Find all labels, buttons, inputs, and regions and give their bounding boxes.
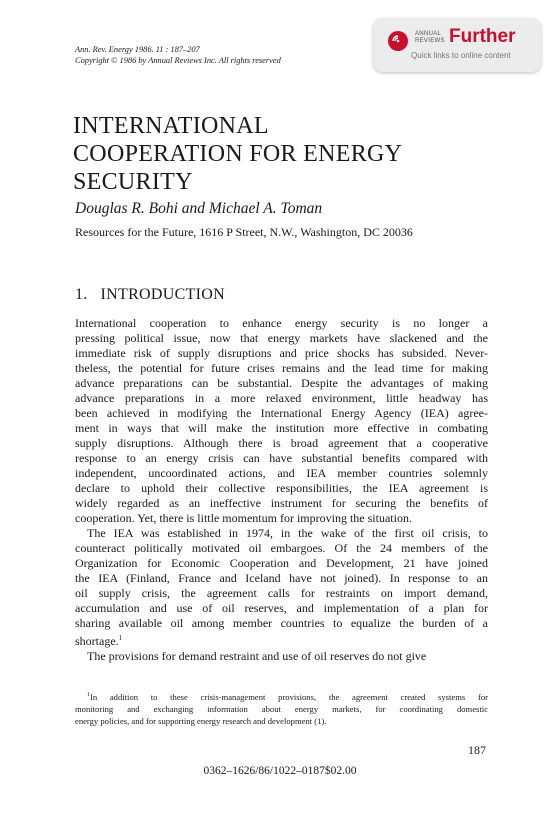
text-line [75, 631, 488, 649]
paragraph [75, 649, 488, 664]
text-line: ment in ways that will make the institution more effective in combating [75, 421, 488, 435]
body-text [75, 316, 488, 664]
further-subtitle: Quick links to online content [411, 51, 511, 60]
text-line: been achieved in modifying the International Energy Agency (IEA) agree- [75, 406, 488, 420]
journal-reference [75, 44, 281, 66]
authors: Douglas R. Bohi and Michael A. Toman [75, 200, 323, 217]
text-line: theless, the potential for future crises remains and the lead time for making [75, 361, 488, 375]
text-line: The IEA was established in 1974, in the wake of the first oil crisis, to [87, 526, 488, 540]
text-line: advance preparations in a more relaxed environment, little headway has [75, 391, 488, 405]
text-line: The provisions for demand restraint and use of oil reserves do not give [87, 649, 427, 663]
text-line: oil supply crisis, the agreement calls for restraints on import demand, [75, 586, 488, 600]
article-title [73, 112, 402, 196]
section-heading [75, 286, 225, 304]
text-line: cooperation. Yet, there is little momentum for improving the situation. [75, 511, 412, 525]
text-line: immediate risk of supply disruptions and price shocks has subsided. Never- [75, 346, 488, 360]
text-line: the IEA (Finland, France and Iceland have not joined). In response to an [75, 571, 488, 585]
footnote-line: monitoring and exchanging information about energy markets, for coordinating domestic [75, 703, 488, 714]
journal-citation: Ann. Rev. Energy 1986. 11 : 187–207 [75, 45, 200, 54]
footnote-line [75, 689, 488, 703]
copyright-notice: Copyright © 1986 by Annual Reviews Inc. All rights reserved [75, 56, 281, 65]
title-line: SECURITY [73, 169, 193, 195]
text-line: declare to uphold their collective responsibilities, the IEA agreement is [75, 481, 488, 495]
text-line: widely regarded as an ineffective instrument for securing the benefits of [75, 496, 488, 510]
paragraph [75, 526, 488, 649]
text-line: advance preparations can be substantial. Despite the advantages of making [75, 376, 488, 390]
annual-reviews-wordmark: ANNUAL REVIEWS [415, 31, 445, 44]
title-line: COOPERATION FOR ENERGY [73, 141, 403, 167]
text-line: supply disruptions. Although there is broad agreement that a cooperative [75, 436, 488, 450]
paragraph [75, 316, 488, 526]
title-line: INTERNATIONAL [73, 113, 269, 139]
text-line: pressing political issue, now that energy markets have slackened and the [75, 331, 488, 345]
page-number: 187 [468, 743, 486, 757]
footnote-line: energy policies, and for supporting energy research and development (1). [75, 715, 327, 726]
text-line: accumulation and use of oil reserves, and implementation of a plan for [75, 601, 488, 615]
footnote [75, 689, 488, 727]
text-line: Organization for Economic Cooperation and Development, 21 have joined [75, 556, 488, 570]
further-label: Further [449, 26, 516, 47]
section-number: 1. [75, 286, 88, 303]
section-title: INTRODUCTION [100, 286, 225, 303]
footnote-marker: 1 [87, 692, 90, 698]
issn-code: 0362–1626/86/1022–0187$02.00 [203, 765, 357, 777]
text-line: independent, uncoordinated actions, and IEA member countries solemnly [75, 466, 488, 480]
annual-reviews-logo-icon [388, 31, 408, 51]
further-links-badge[interactable] [373, 18, 541, 72]
text-fragment: In addition to these crisis-management provisions, the agreement created systems for [90, 691, 488, 702]
text-line: sharing available oil among member countries to equalize the burden of a [75, 616, 488, 630]
footnote-ref[interactable]: 1 [118, 634, 123, 642]
text-line: response to an energy crisis can have substantial benefits compared with [75, 451, 488, 465]
text-line: counteract politically motivated oil embargoes. Of the 24 members of the [75, 541, 488, 555]
affiliation: Resources for the Future, 1616 P Street, N.W., Washington, DC 20036 [75, 225, 413, 239]
text-fragment: shortage. [75, 634, 119, 648]
text-line: International cooperation to enhance energy security is no longer a [75, 316, 488, 330]
